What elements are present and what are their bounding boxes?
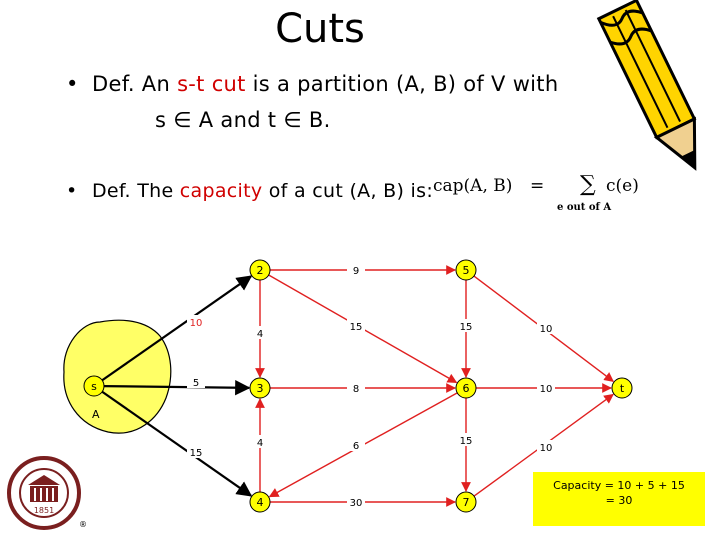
def-cut-suffix: is a partition (A, B) of V with <box>245 72 559 96</box>
formula-rhs: c(e) <box>606 176 639 196</box>
capacity-callout <box>533 472 705 526</box>
slide-title: Cuts <box>275 6 365 52</box>
formula-lhs: cap(A, B) <box>433 176 513 196</box>
node-label-s: s <box>91 380 97 393</box>
university-seal-logo <box>6 455 87 533</box>
term-capacity: capacity <box>179 180 263 202</box>
edge-capacity-s-n3: 5 <box>192 378 200 389</box>
formula-equals: = <box>530 176 545 196</box>
edge-capacity-n6-n7: 15 <box>459 436 473 447</box>
edge-capacity-s-n4: 15 <box>189 448 203 459</box>
node-label-n5: 5 <box>462 264 470 277</box>
node-label-t: t <box>619 382 625 395</box>
edge-capacity-n5-t: 10 <box>539 324 553 335</box>
edge-s-n4 <box>102 392 251 496</box>
capacity-line2: = 30 <box>605 494 633 507</box>
formula-subscript: e out of A <box>557 202 612 213</box>
registered-mark: ® <box>79 520 87 529</box>
term-st-cut: s-t cut <box>177 72 246 96</box>
cut-region-a <box>64 320 171 433</box>
pencil-icon <box>596 0 720 180</box>
node-label-n3: 3 <box>256 382 264 395</box>
node-label-n4: 4 <box>256 496 264 509</box>
def-cut-prefix: Def. An <box>92 72 178 96</box>
edge-capacity-n3-n6: 8 <box>352 384 360 395</box>
bullet: • <box>66 180 78 202</box>
edge-capacity-n2-n6: 15 <box>349 322 363 333</box>
def-cap-prefix: Def. The <box>92 180 180 202</box>
edge-capacity-n6-t: 10 <box>539 384 553 395</box>
edge-capacity-s-n2: 10 <box>189 318 203 329</box>
edge-capacity-n2-n3: 4 <box>256 329 264 340</box>
def-cut-line2: s ∈ A and t ∈ B. <box>155 108 331 132</box>
bullet: • <box>66 72 79 96</box>
seal-year: 1851 <box>33 506 55 515</box>
edge-capacity-n4-n3: 4 <box>256 438 264 449</box>
edge-capacity-n6-n4: 6 <box>352 441 360 452</box>
capacity-line1: Capacity = 10 + 5 + 15 <box>553 479 685 492</box>
def-cap-suffix: of a cut (A, B) is: <box>262 180 434 202</box>
edge-capacity-n5-n6: 15 <box>459 322 473 333</box>
region-label-a: A <box>92 408 100 421</box>
node-label-n2: 2 <box>256 264 264 277</box>
edge-capacity-n4-n7: 30 <box>349 498 363 509</box>
node-label-n7: 7 <box>462 496 470 509</box>
edge-capacity-n2-n5: 9 <box>352 266 360 277</box>
node-label-n6: 6 <box>462 382 470 395</box>
formula-sum: ∑ <box>580 172 596 197</box>
edge-capacity-n7-t: 10 <box>539 443 553 454</box>
